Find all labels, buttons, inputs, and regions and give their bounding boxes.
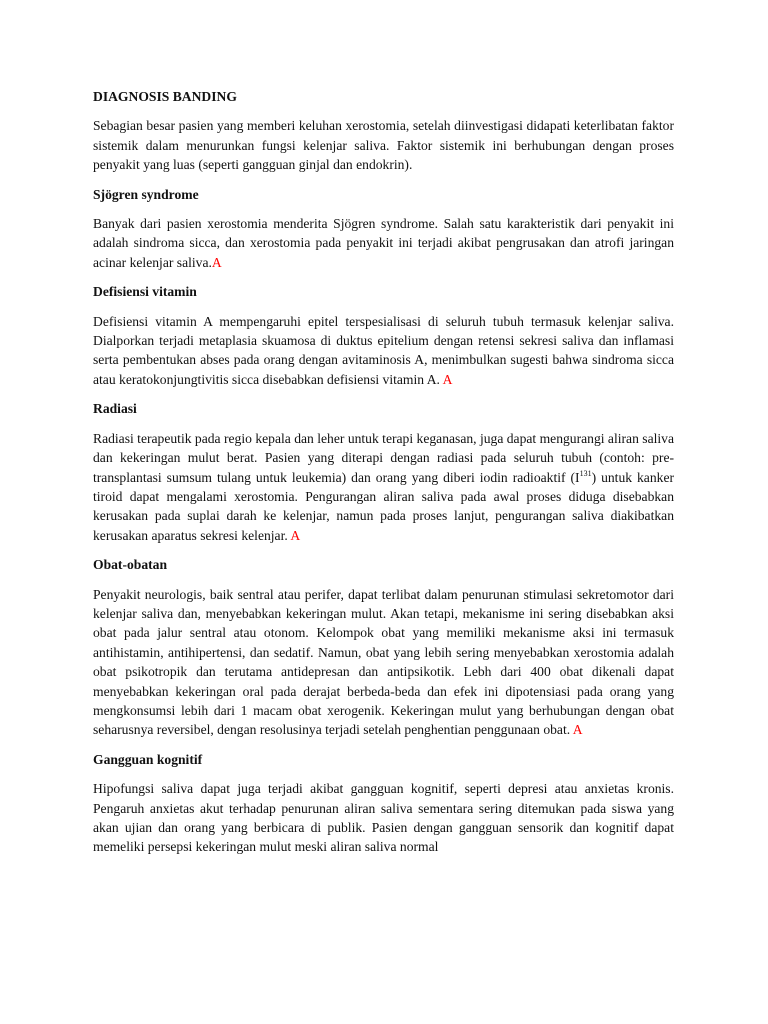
reference-mark: A xyxy=(572,722,583,738)
paragraph-defisiensi-vitamin xyxy=(93,312,674,390)
heading-sjogren: Sjögren syndrome xyxy=(93,186,199,202)
heading-defisiensi-vitamin: Defisiensi vitamin xyxy=(93,284,197,300)
paragraph-defisiensi-vitamin-text: Defisiensi vitamin A mempengaruhi epitel terspesialisasi di seluruh tubuh termasuk kelenjar saliva. Dialporkan terjadi metaplasia skuamosa di duktus epitelium dengan retensi sekresi saliva dan inflamasi serta pembentukan abses pada orang dengan avitaminosis A, menimbulkan sugesti bahwa sindroma sicca atau keratokonjungtivitis sicca disebabkan defisiensi vitamin A. xyxy=(93,313,674,387)
reference-mark: A xyxy=(290,527,301,543)
heading-obat-obatan: Obat-obatan xyxy=(93,557,168,573)
isotope-superscript: 131 xyxy=(579,468,592,478)
document-page xyxy=(93,87,674,867)
paragraph-radiasi xyxy=(93,429,674,545)
reference-mark: A xyxy=(211,254,222,270)
paragraph-obat-obatan xyxy=(93,585,674,740)
paragraph-radiasi-text-before: Radiasi terapeutik pada regio kepala dan leher untuk terapi keganasan, juga dapat mengurangi aliran saliva dan kekeringan mulut berat. Pasien yang diterapi dengan radiasi pada seluruh tubuh (contoh: pre-transplantasi sumsum tulang untuk leukemia) dan orang yang diberi iodin radioaktif (I xyxy=(93,430,674,485)
intro-paragraph: Sebagian besar pasien yang memberi keluhan xerostomia, setelah diinvestigasi didapati keterlibatan faktor sistemik dalam menurunkan fungsi kelenjar saliva. Faktor sistemik ini berhubungan dengan proses penyakit yang luas (seperti gangguan ginjal dan endokrin). xyxy=(93,118,674,173)
paragraph-sjogren-text: Banyak dari pasien xerostomia menderita Sjögren syndrome. Salah satu karakteristik dari penyakit ini adalah sindroma sicca, dan xerostomia pada penyakit ini terjadi akibat pengrusakan dan atrofi jaringan acinar kelenjar saliva. xyxy=(93,216,674,270)
paragraph-obat-obatan-text: Penyakit neurologis, baik sentral atau perifer, dapat terlibat dalam penurunan stimulasi sekretomotor dari kelenjar saliva dan, menyebabkan kekeringan mulut. Akan tetapi, mekanisme ini sering disebabkan aksi obat pada jalur sentral atau otonom. Kelompok obat yang memiliki mekanisme aksi ini termasuk antihistamin, antihipertensi, dan sedatif. Namun, obat yang lebih sering menyebabkan xerostomia adalah obat psikotropik dan terutama antidepresan dan antipsikotik. Lebh dari 400 obat dikenali dapat menyebabkan kekeringan oral pada derajat berbeda-beda dan efek ini dipotensiasi pada orang yang mengkonsumsi lebih dari 1 macam obat xerogenik. Kekeringan mulut yang berhubungan dengan obat seharusnya reversibel, dengan resolusinya terjadi setelah penghentian penggunaan obat. xyxy=(93,586,674,738)
paragraph-radiasi-text-after: ) untuk kanker tiroid dapat mengalami xerostomia. Pengurangan aliran saliva pada awal proses diduga disebabkan kerusakan pada suplai darah ke kelenjar, namun pada proses lanjut, pengurangan saliva diakibatkan kerusakan aparatus sekresi kelenjar. xyxy=(93,469,674,543)
document-title: DIAGNOSIS BANDING xyxy=(93,89,237,104)
heading-gangguan-kognitif: Gangguan kognitif xyxy=(93,751,203,767)
reference-mark: A xyxy=(442,371,453,387)
paragraph-gangguan-kognitif: Hipofungsi saliva dapat juga terjadi akibat gangguan kognitif, seperti depresi atau anxietas kronis. Pengaruh anxietas akut terhadap penurunan aliran saliva sementara sering ditemukan pada siswa yang akan ujian dan orang yang berbicara di publik. Pasien dengan gangguan sensorik dan kognitif dapat memeliki persepsi kekeringan mulut meski aliran saliva normal xyxy=(93,781,674,855)
heading-radiasi: Radiasi xyxy=(93,401,137,417)
paragraph-sjogren xyxy=(93,214,674,272)
